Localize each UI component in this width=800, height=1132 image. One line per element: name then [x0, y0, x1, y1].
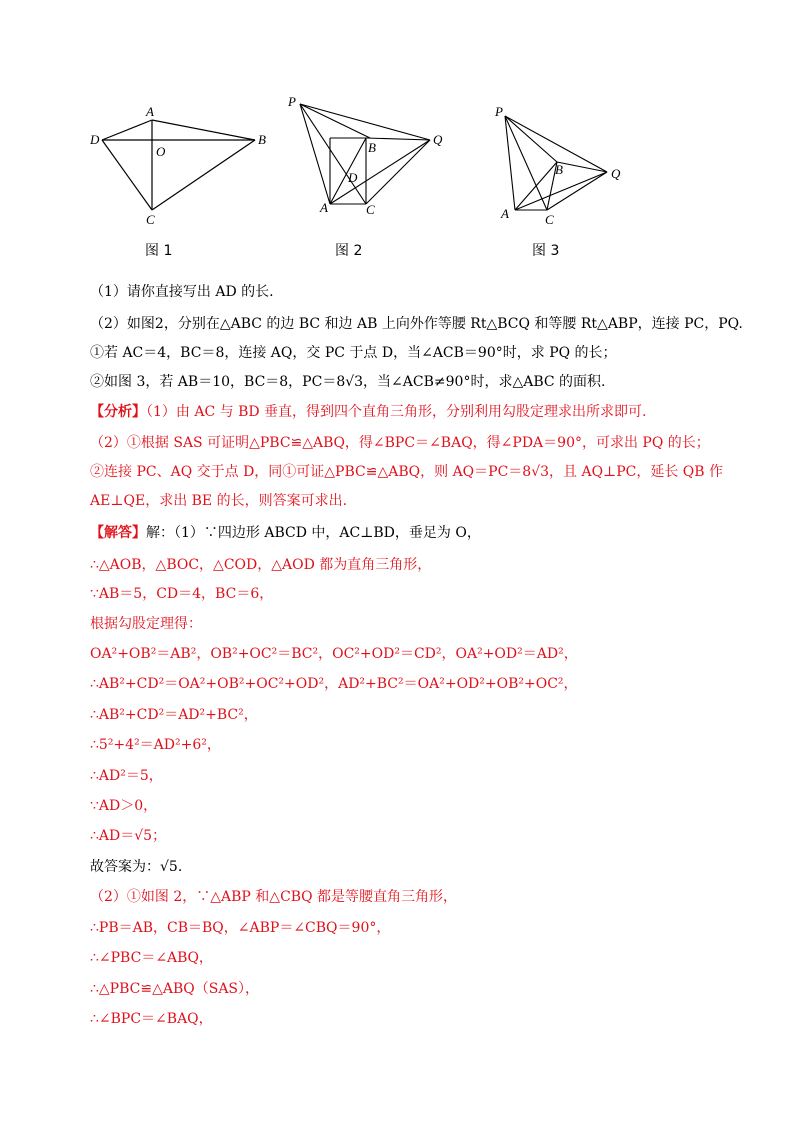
- text-line: [90, 462, 723, 482]
- line-text: ∵AD＞0，: [90, 798, 158, 814]
- line-text: （1）请你直接写出 AD 的长.: [90, 284, 274, 300]
- text-line: [90, 705, 258, 725]
- fig1-label-C: C: [146, 212, 155, 227]
- figures-area: [90, 92, 630, 262]
- line-text: ∴△PBC≌△ABQ（SAS），: [90, 981, 260, 997]
- line-text: ②如图 3，若 AB＝10，BC＝8，PC＝8√3，当∠ACB≠90°时，求△ABC 的面积.: [90, 374, 606, 390]
- line-text: ∴AB²+CD²＝OA²+OB²+OC²+OD²，AD²+BC²＝OA²+OD²+OB²+OC²，: [90, 676, 578, 692]
- line-text: （2）①如图 2，∵△ABP 和△CBQ 都是等腰直角三角形，: [90, 889, 457, 905]
- line-text: AE⊥QE，求出 BE 的长，则答案可求出.: [90, 493, 348, 509]
- text-line: [90, 887, 457, 907]
- fig2-label-P: P: [288, 94, 296, 109]
- line-text: （2）①根据 SAS 可证明△PBC≌△ABQ，得∠BPC＝∠BAQ，得∠PDA＝90°，可求出 PQ 的长；: [90, 435, 710, 451]
- line-text: 根据勾股定理得：: [90, 616, 202, 632]
- text-line: [90, 674, 578, 694]
- text-line: [90, 343, 617, 363]
- figure-1-caption: 图 1: [145, 243, 173, 259]
- text-line: [90, 766, 163, 786]
- fig3-label-C: C: [545, 212, 554, 227]
- fig1-label-D: D: [90, 132, 100, 147]
- fig2-label-Q: Q: [433, 132, 443, 147]
- fig3-label-P: P: [495, 104, 503, 119]
- text-line: [90, 796, 157, 816]
- text-line: [90, 523, 481, 543]
- text-line: [90, 826, 166, 846]
- figure-2-caption: 图 2: [335, 243, 363, 259]
- line-text: 解：（1）∵四边形 ABCD 中，AC⊥BD，垂足为 O，: [146, 525, 481, 541]
- fig2-label-A: A: [320, 200, 328, 215]
- line-text: ∴∠PBC＝∠ABQ，: [90, 950, 213, 966]
- fig1-label-A: A: [146, 104, 154, 119]
- text-line: [90, 979, 259, 999]
- text-line: [90, 402, 647, 422]
- fig1-label-O: O: [156, 144, 166, 159]
- fig3-label-A: A: [501, 206, 509, 221]
- line-text: ∵AB＝5，CD＝4，BC＝6，: [90, 586, 274, 602]
- line-text: （1）由 AC 与 BD 垂直，得到四个直角三角形，分别利用勾股定理求出所求即可.: [146, 404, 647, 420]
- text-line: [90, 372, 605, 392]
- text-line: [90, 614, 202, 634]
- text-line: [90, 433, 710, 453]
- figure-3-caption: 图 3: [532, 243, 560, 259]
- fig2-label-B: B: [368, 140, 376, 155]
- text-line: [90, 555, 431, 575]
- fig2-label-C: C: [366, 202, 375, 217]
- figure-3-triangles: [485, 92, 665, 262]
- fig1-label-B: B: [258, 132, 266, 147]
- section-label: 【解答】: [90, 525, 146, 541]
- text-line: [90, 857, 182, 877]
- text-line: [90, 1009, 213, 1029]
- line-text: （2）如图2，分别在△ABC 的边 BC 和边 AB 上向外作等腰 Rt△BCQ 和等腰 Rt△ABP，连接 PC，PQ.: [90, 316, 743, 332]
- text-line: [90, 282, 274, 302]
- line-text: ∴∠BPC＝∠BAQ，: [90, 1011, 213, 1027]
- text-line: [90, 491, 347, 511]
- line-text: ∴AD²＝5，: [90, 768, 163, 784]
- line-text: ∴△AOB，△BOC，△COD，△AOD 都为直角三角形，: [90, 557, 432, 573]
- line-text: ∴5²+4²＝AD²+6²，: [90, 737, 221, 753]
- section-label: 【分析】: [90, 404, 146, 420]
- line-text: ∴PB＝AB，CB＝BQ，∠ABP＝∠CBQ＝90°，: [90, 920, 391, 936]
- fig3-label-B: B: [555, 162, 563, 177]
- figure-2-triangles: [280, 92, 460, 262]
- text-line: [90, 314, 743, 334]
- fig3-label-Q: Q: [611, 166, 621, 181]
- text-line: [90, 644, 578, 664]
- text-line: [90, 948, 213, 968]
- text-line: [90, 918, 390, 938]
- line-text: ②连接 PC、AQ 交于点 D，同①可证△PBC≌△ABQ，则 AQ＝PC＝8√3，且 AQ⊥PC，延长 QB 作: [90, 464, 724, 480]
- line-text: ∴AB²+CD²＝AD²+BC²，: [90, 707, 258, 723]
- line-text: 故答案为：√5.: [90, 859, 183, 875]
- figure-1-quadrilateral: [90, 92, 270, 262]
- line-text: ①若 AC＝4，BC＝8，连接 AQ，交 PC 于点 D，当∠ACB＝90°时，求 PQ 的长；: [90, 345, 617, 361]
- line-text: OA²+OB²＝AB²，OB²+OC²＝BC²，OC²+OD²＝CD²，OA²+OD²＝AD²，: [90, 646, 578, 662]
- text-line: [90, 735, 221, 755]
- line-text: ∴AD＝√5；: [90, 828, 167, 844]
- text-line: [90, 584, 273, 604]
- fig2-label-D: D: [348, 170, 358, 185]
